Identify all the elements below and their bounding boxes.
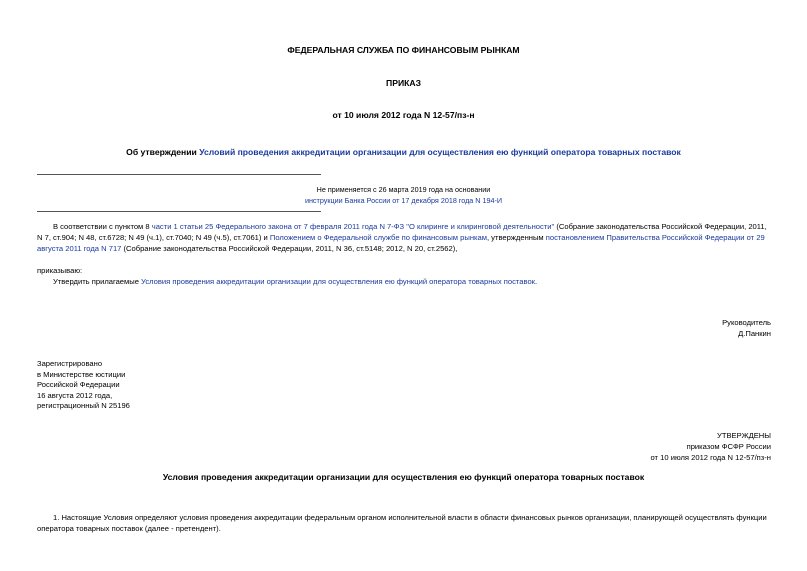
notice-link[interactable]: инструкции Банка России от 17 декабря 2018 года N 194-И	[304, 196, 503, 205]
title-prefix: Об утверждении	[126, 147, 200, 157]
notice-line-2	[0, 195, 807, 206]
preamble-link-regulation[interactable]: Положением о Федеральной службе по финансовым рынкам	[269, 233, 487, 242]
doc-type-heading: ПРИКАЗ	[386, 78, 421, 88]
preamble-text-1: В соответствии с пунктом 8	[53, 222, 152, 231]
registration-line-1: Зарегистрировано	[37, 359, 103, 368]
order-link-conditions[interactable]: Условия проведения аккредитации организации для осуществления ею функций оператора товарных поставок	[141, 277, 536, 286]
preamble-link-law[interactable]: части 1 статьи 25 Федерального закона от 7 февраля 2011 года N 7-ФЗ "О клиринге и клиринговой деятельности"	[151, 222, 555, 231]
registration-line-4: 16 августа 2012 года,	[37, 391, 113, 400]
conditions-title: Условия проведения аккредитации организации для осуществления ею функций оператора товарных поставок	[162, 472, 645, 482]
document-title	[0, 147, 807, 158]
order-paragraph	[53, 276, 773, 287]
approval-line-1: УТВЕРЖДЕНЫ	[717, 431, 771, 440]
notice-bottom-rule	[37, 211, 321, 212]
order-label: приказываю:	[37, 266, 83, 275]
signature-name: Д.Панкин	[738, 329, 771, 338]
preamble-link-decree[interactable]: постановлением Правительства Российской Федерации от 29 августа 2011 года N 717	[37, 233, 765, 253]
registration-line-3: Российской Федерации	[37, 380, 120, 389]
approval-line-3: от 10 июля 2012 года N 12-57/пз-н	[650, 453, 771, 462]
order-text-2: .	[535, 277, 538, 286]
agency-heading: ФЕДЕРАЛЬНАЯ СЛУЖБА ПО ФИНАНСОВЫМ РЫНКАМ	[287, 45, 520, 55]
registration-line-2: в Министерстве юстиции	[37, 370, 126, 379]
preamble-text-4: (Собрание законодательства Российской Федерации, 2011, N 36, ст.5148; 2012, N 20, ст.2562),	[121, 244, 458, 253]
preamble-paragraph	[37, 221, 772, 254]
clause-1: 1. Настоящие Условия определяют условия проведения аккредитации федеральным органом исполнительной власти в области финансовых рынков организации, планирующей осуществлять функции оператора товарных поставок (далее - претендент).	[37, 513, 767, 533]
notice-line-1: Не применяется с 26 марта 2019 года на основании	[316, 185, 491, 194]
notice-top-rule	[37, 174, 321, 175]
title-link[interactable]: Условий проведения аккредитации организации для осуществления ею функций оператора товарных поставок	[199, 147, 681, 157]
signature-role: Руководитель	[722, 318, 771, 327]
approval-line-2: приказом ФСФР России	[686, 442, 771, 451]
doc-date-heading: от 10 июля 2012 года N 12-57/пз-н	[332, 110, 475, 120]
registration-line-5: регистрационный N 25196	[37, 401, 130, 410]
order-text-1: Утвердить прилагаемые	[53, 277, 142, 286]
preamble-text-2: (Собрание законодательства Российской Федерации, 2011, N 7, ст.904; N 48, ст.6728; N 49 (ч.1), ст.7040; N 49 (ч.5), ст.7061) и	[37, 222, 767, 242]
preamble-text-3: , утвержденным	[486, 233, 546, 242]
